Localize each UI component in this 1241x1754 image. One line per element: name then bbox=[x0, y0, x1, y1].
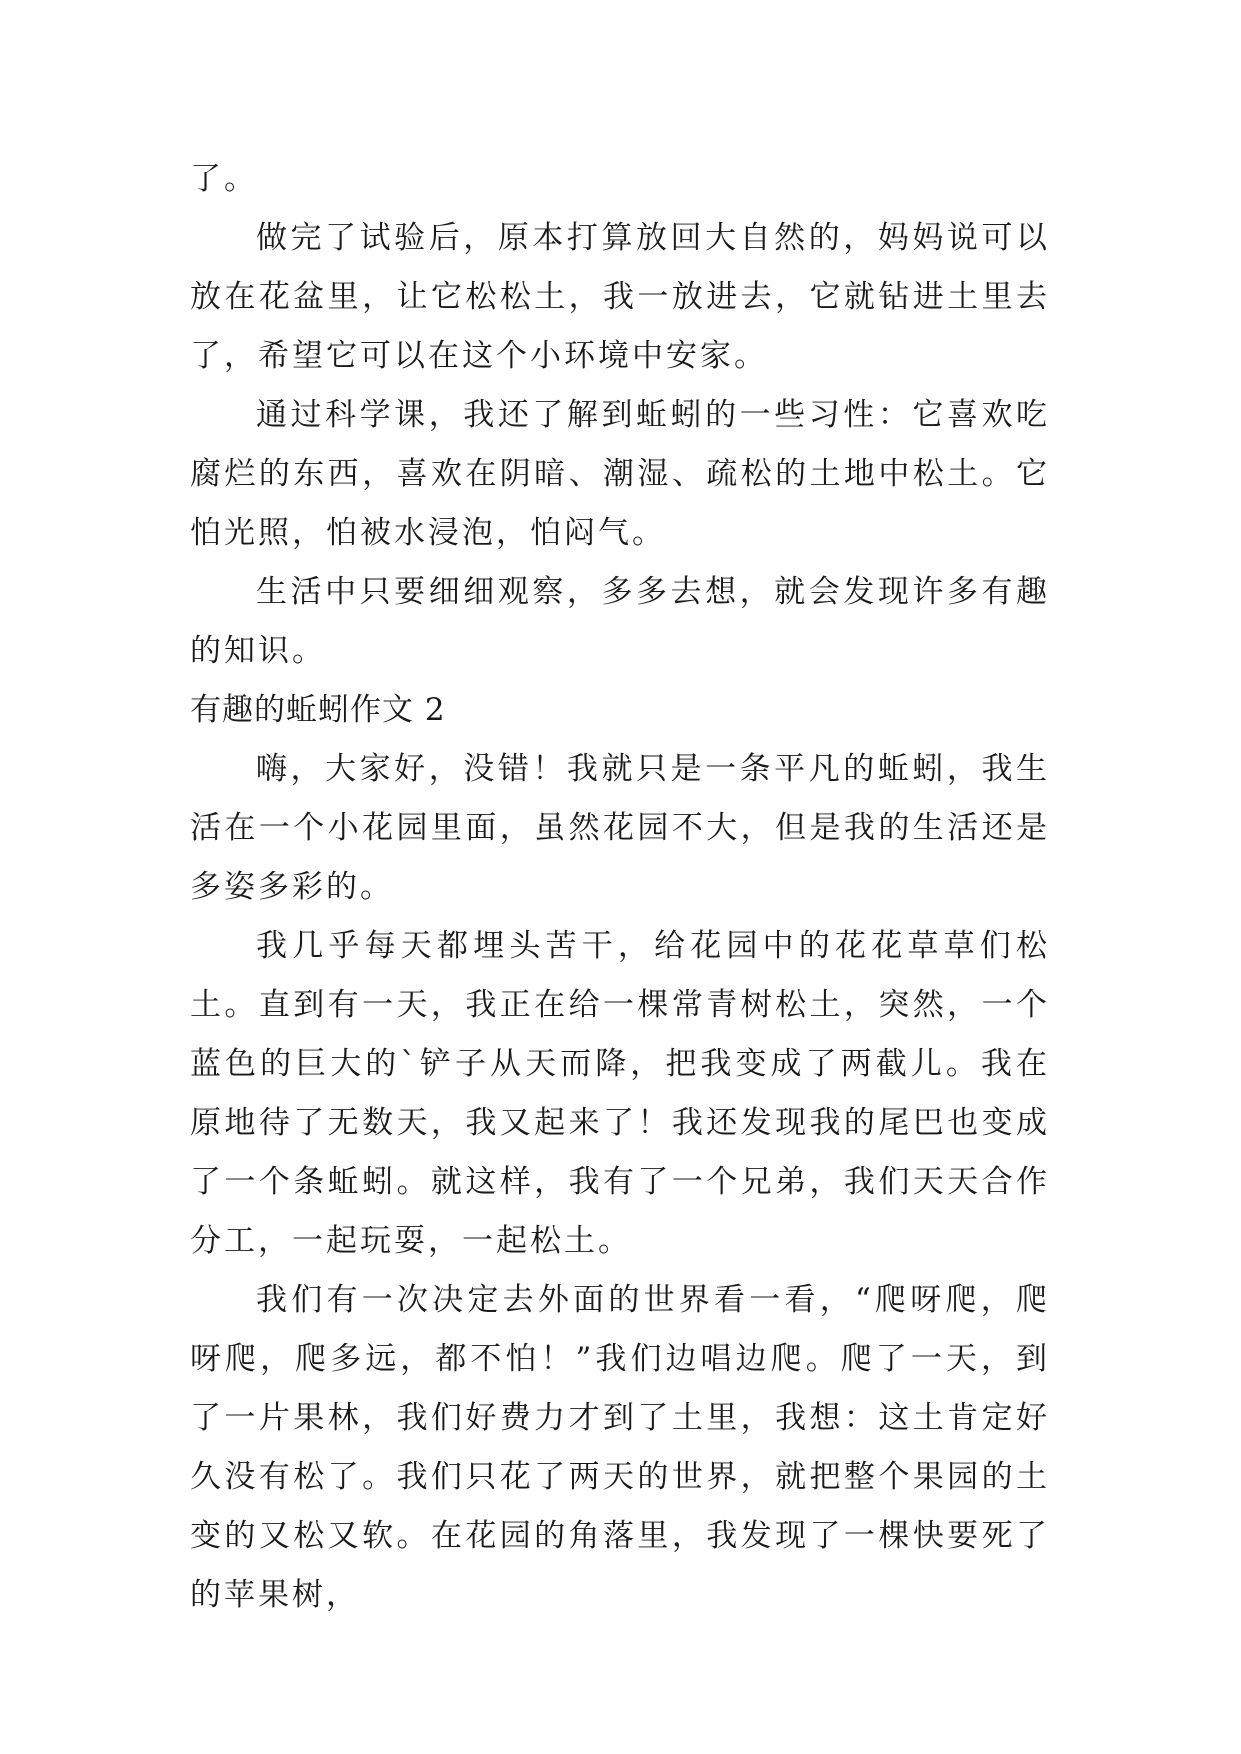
document-page bbox=[190, 150, 1050, 1625]
paragraph: 生活中只要细细观察，多多去想，就会发现许多有趣的知识。 bbox=[190, 574, 1050, 669]
paragraph: 通过科学课，我还了解到蚯蚓的一些习性：它喜欢吃腐烂的东西，喜欢在阴暗、潮湿、疏松的土地中松土。它怕光照，怕被水浸泡，怕闷气。 bbox=[190, 397, 1050, 551]
section-title: 有趣的蚯蚓作文 2 bbox=[190, 692, 446, 728]
paragraph: 做完了试验后，原本打算放回大自然的，妈妈说可以放在花盆里，让它松松土，我一放进去，它就钻进土里去了，希望它可以在这个小环境中安家。 bbox=[190, 220, 1050, 374]
paragraph: 嗨，大家好，没错！我就只是一条平凡的蚯蚓，我生活在一个小花园里面，虽然花园不大，但是我的生活还是多姿多彩的。 bbox=[190, 751, 1050, 905]
paragraph: 了。 bbox=[190, 161, 258, 197]
paragraph: 我几乎每天都埋头苦干，给花园中的花花草草们松土。直到有一天，我正在给一棵常青树松土，突然，一个蓝色的巨大的`铲子从天而降，把我变成了两截儿。我在原地待了无数天，我又起来了！我还发现我的尾巴也变成了一个条蚯蚓。就这样，我有了一个兄弟，我们天天合作分工，一起玩耍，一起松土。 bbox=[190, 928, 1050, 1259]
paragraph: 我们有一次决定去外面的世界看一看，“爬呀爬，爬呀爬，爬多远，都不怕！”我们边唱边爬。爬了一天，到了一片果林，我们好费力才到了土里，我想：这土肯定好久没有松了。我们只花了两天的世界，就把整个果园的土变的又松又软。在花园的角落里，我发现了一棵快要死了的苹果树， bbox=[190, 1282, 1050, 1613]
